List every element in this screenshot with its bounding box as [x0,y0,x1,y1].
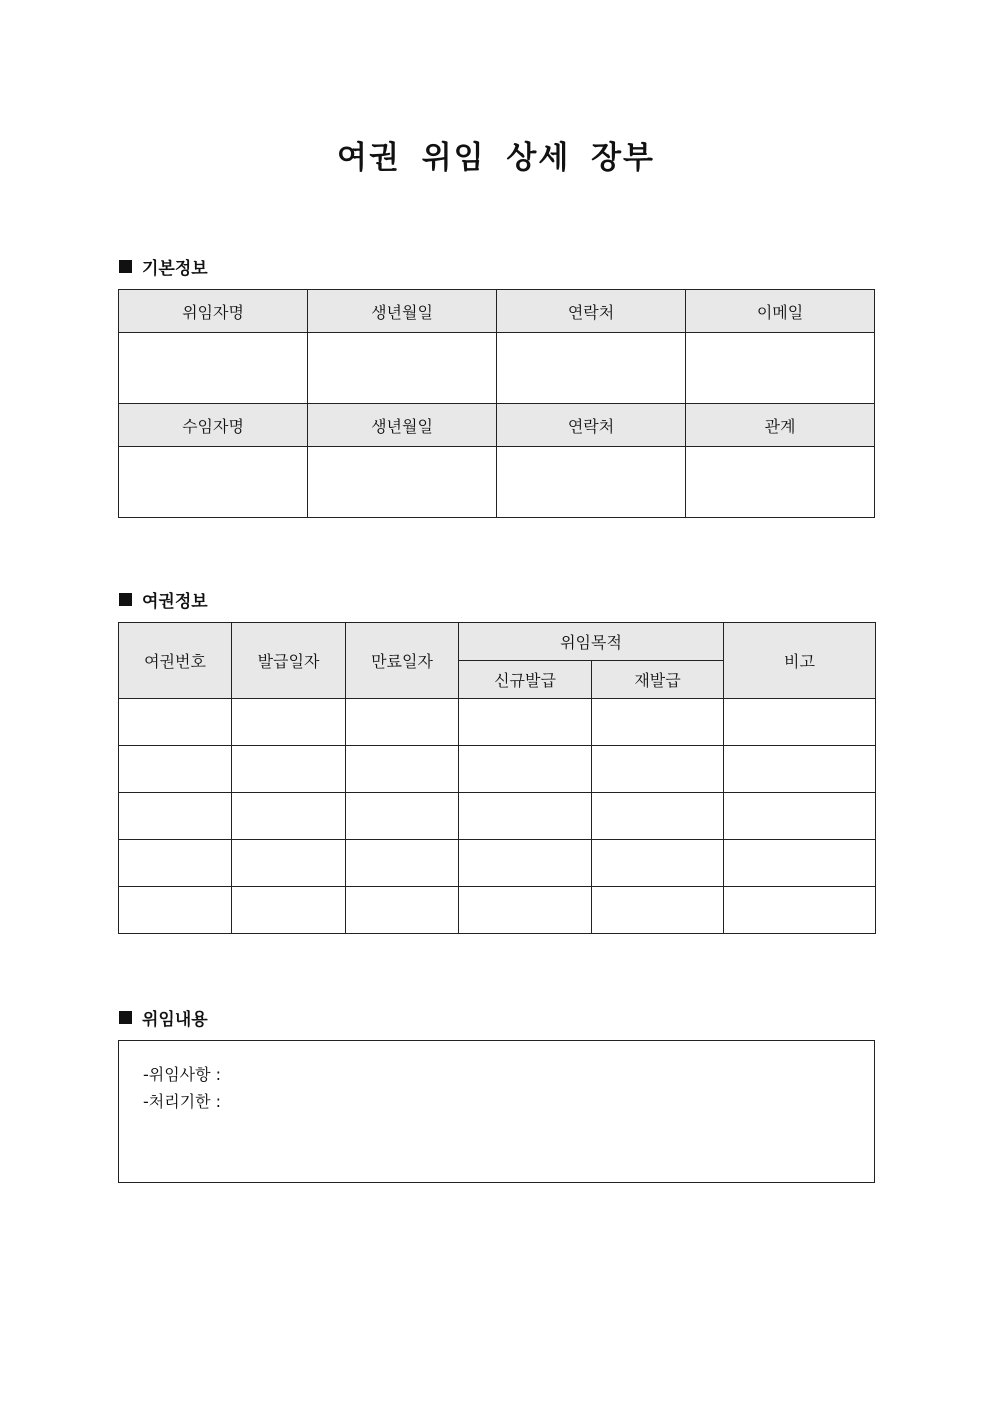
header-delegate-birthdate: 생년월일 [308,404,497,447]
issue-date-cell[interactable] [232,699,346,746]
header-issue-date: 발급일자 [232,623,346,699]
delegate-relation-field[interactable] [686,447,875,518]
header-delegate-relation: 관계 [686,404,875,447]
purpose-reissue-cell[interactable] [592,699,724,746]
purpose-reissue-cell[interactable] [592,793,724,840]
expiry-date-cell[interactable] [346,699,459,746]
passport-number-cell[interactable] [119,699,232,746]
header-expiry-date: 만료일자 [346,623,459,699]
purpose-new-cell[interactable] [459,699,592,746]
table-row [119,699,876,746]
delegate-header-row [119,404,875,447]
purpose-reissue-cell[interactable] [592,746,724,793]
section-heading-delegation [119,1005,208,1030]
section-heading-delegation-label: 위임내용 [142,1010,208,1030]
header-passport-number: 여권번호 [119,623,232,699]
header-delegate-contact: 연락처 [497,404,686,447]
header-delegator-birthdate: 생년월일 [308,290,497,333]
purpose-new-cell[interactable] [459,840,592,887]
expiry-date-cell[interactable] [346,887,459,934]
header-delegator-contact: 연락처 [497,290,686,333]
purpose-new-cell[interactable] [459,887,592,934]
section-heading-passport [119,587,208,612]
issue-date-cell[interactable] [232,840,346,887]
page-title: 여권 위임 상세 장부 [337,140,655,176]
remarks-cell[interactable] [724,746,876,793]
expiry-date-cell[interactable] [346,840,459,887]
passport-number-cell[interactable] [119,793,232,840]
section-heading-basic [119,254,208,279]
delegator-value-row [119,333,875,404]
section-heading-basic-label: 기본정보 [142,259,208,279]
delegator-email-field[interactable] [686,333,875,404]
header-delegator-name: 위임자명 [119,290,308,333]
header-remarks: 비고 [724,623,876,699]
expiry-date-cell[interactable] [346,746,459,793]
header-delegate-name: 수임자명 [119,404,308,447]
passport-number-cell[interactable] [119,887,232,934]
remarks-cell[interactable] [724,793,876,840]
passport-number-cell[interactable] [119,746,232,793]
table-row [119,840,876,887]
header-delegator-email: 이메일 [686,290,875,333]
purpose-new-cell[interactable] [459,793,592,840]
table-row [119,793,876,840]
delegate-value-row [119,447,875,518]
square-bullet-icon [119,260,132,273]
passport-header-row-1 [119,623,876,661]
header-purpose: 위임목적 [459,623,724,661]
delegation-content-box[interactable] [118,1040,875,1183]
purpose-reissue-cell[interactable] [592,840,724,887]
remarks-cell[interactable] [724,887,876,934]
expiry-date-cell[interactable] [346,793,459,840]
passport-number-cell[interactable] [119,840,232,887]
issue-date-cell[interactable] [232,746,346,793]
processing-deadline-line: -처리기한 : [143,1092,222,1111]
issue-date-cell[interactable] [232,887,346,934]
passport-info-table [118,622,876,934]
header-purpose-new: 신규발급 [459,661,592,699]
table-row [119,746,876,793]
delegate-contact-field[interactable] [497,447,686,518]
delegator-name-field[interactable] [119,333,308,404]
issue-date-cell[interactable] [232,793,346,840]
delegator-header-row [119,290,875,333]
remarks-cell[interactable] [724,699,876,746]
delegate-name-field[interactable] [119,447,308,518]
section-heading-passport-label: 여권정보 [142,592,208,612]
square-bullet-icon [119,593,132,606]
header-purpose-reissue: 재발급 [592,661,724,699]
square-bullet-icon [119,1011,132,1024]
delegate-birthdate-field[interactable] [308,447,497,518]
purpose-reissue-cell[interactable] [592,887,724,934]
basic-info-table [118,289,875,518]
remarks-cell[interactable] [724,840,876,887]
purpose-new-cell[interactable] [459,746,592,793]
delegator-contact-field[interactable] [497,333,686,404]
delegation-matters-line: -위임사항 : [143,1065,222,1084]
delegator-birthdate-field[interactable] [308,333,497,404]
table-row [119,887,876,934]
